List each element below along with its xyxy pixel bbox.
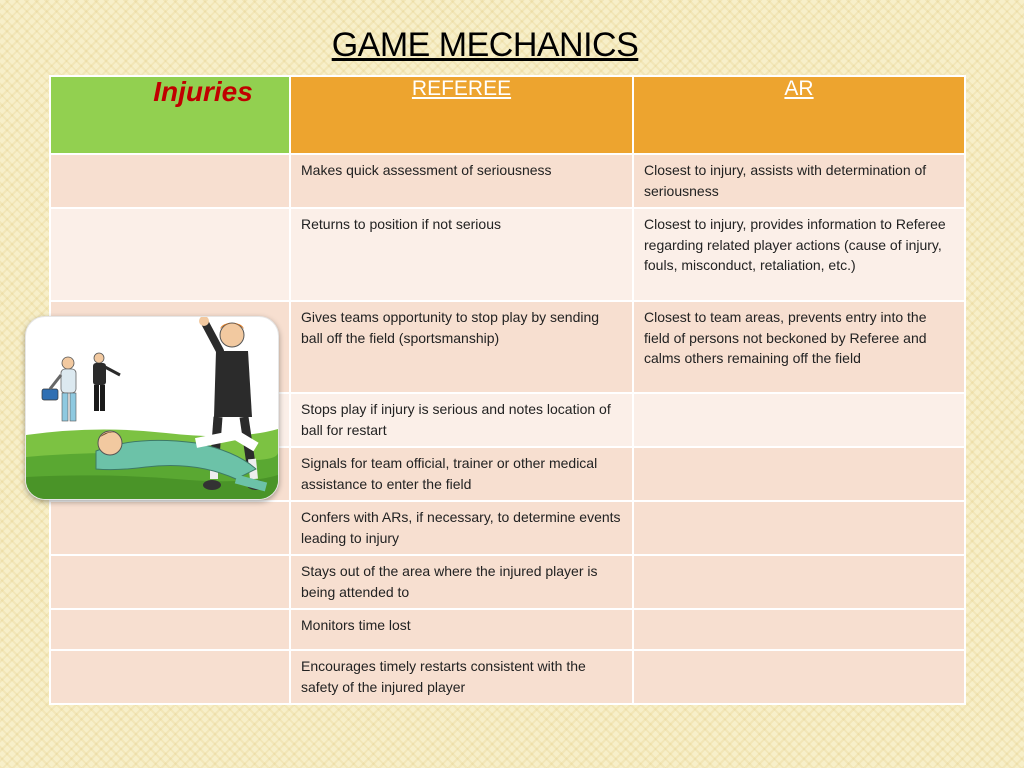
referee-cell [290, 154, 633, 208]
referee-duty-text: Makes quick assessment of seriousness [301, 162, 552, 178]
referee-duty-text: Confers with ARs, if necessary, to determine events leading to injury [301, 509, 621, 546]
referee-duty-text: Stays out of the area where the injured player is being attended to [301, 563, 598, 600]
injury-illustration [25, 316, 279, 500]
ar-cell [633, 501, 965, 555]
referee-cell [290, 301, 633, 393]
ar-cell [633, 555, 965, 609]
ar-cell [633, 154, 965, 208]
referee-duty-text: Gives teams opportunity to stop play by sending ball off the field (sportsmanship) [301, 309, 600, 346]
page-title: GAME MECHANICS [331, 26, 639, 64]
ar-duty-text [634, 502, 964, 513]
ar-duty-text: Closest to team areas, prevents entry into the field of persons not beckoned by Referee and calms others remaining off the field [644, 309, 927, 366]
ar-duty-text: Closest to injury, assists with determination of seriousness [644, 162, 927, 199]
referee-duty-text: Signals for team official, trainer or other medical assistance to enter the field [301, 455, 598, 492]
category-cell [50, 609, 290, 650]
referee-cell [290, 609, 633, 650]
referee-cell [290, 555, 633, 609]
referee-duty-text: Returns to position if not serious [301, 216, 501, 232]
table-header-row [50, 76, 965, 154]
ar-cell [633, 609, 965, 650]
category-cell [50, 154, 290, 208]
referee-cell [290, 208, 633, 301]
ar-cell [633, 393, 965, 447]
table-row [50, 208, 965, 301]
category-cell [50, 501, 290, 555]
header-referee-label: REFEREE [411, 77, 512, 100]
header-category-cell [50, 76, 290, 154]
header-category-label: Injuries [153, 76, 253, 107]
referee-signaling-injured-player-icon [26, 317, 278, 499]
referee-cell [290, 447, 633, 501]
ar-cell [633, 301, 965, 393]
referee-cell [290, 501, 633, 555]
header-ar-cell [633, 76, 965, 154]
ar-duty-text [634, 651, 964, 662]
ar-cell [633, 650, 965, 704]
table-row [50, 154, 965, 208]
category-cell [50, 208, 290, 301]
referee-cell [290, 650, 633, 704]
referee-duty-text: Encourages timely restarts consistent with the safety of the injured player [301, 658, 586, 695]
category-cell [50, 650, 290, 704]
ar-duty-text [634, 556, 964, 567]
table-row [50, 501, 965, 555]
header-ar-label: AR [784, 77, 814, 100]
ar-duty-text [634, 394, 964, 405]
ar-cell [633, 447, 965, 501]
ar-duty-text [634, 448, 964, 459]
table-row [50, 555, 965, 609]
table-row [50, 609, 965, 650]
ar-cell [633, 208, 965, 301]
referee-cell [290, 393, 633, 447]
referee-duty-text: Stops play if injury is serious and notes location of ball for restart [301, 401, 611, 438]
ar-duty-text [634, 610, 964, 621]
category-cell [50, 555, 290, 609]
header-referee-cell [290, 76, 633, 154]
table-row [50, 650, 965, 704]
referee-duty-text: Monitors time lost [301, 617, 411, 633]
ar-duty-text: Closest to injury, provides information to Referee regarding related player actions (cause of injury, fouls, misconduct, retaliation, etc.) [644, 216, 946, 273]
